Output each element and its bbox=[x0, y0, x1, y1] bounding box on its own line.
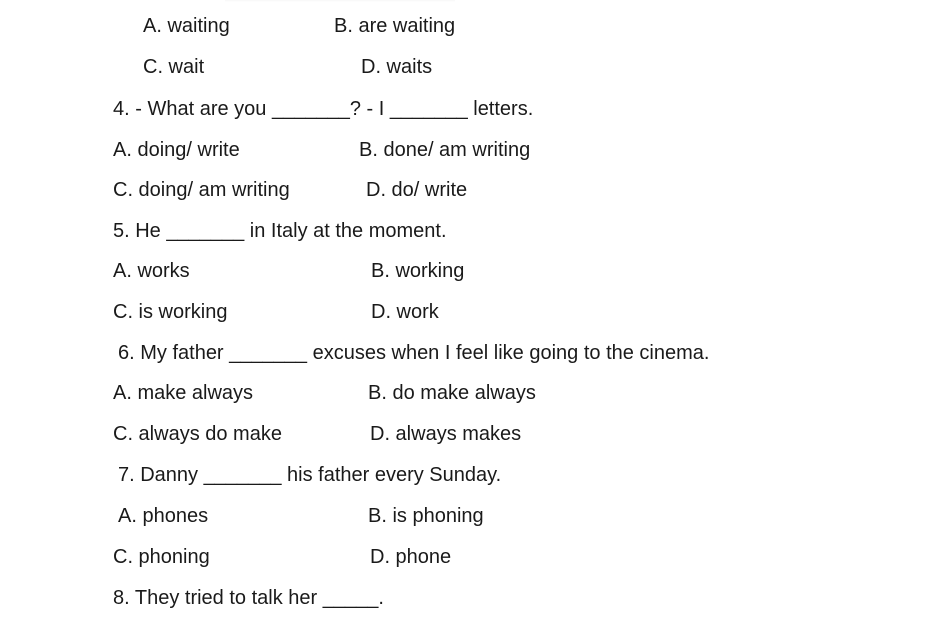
q7-option-a: A. phones bbox=[118, 505, 209, 527]
q6-option-a: A. make always bbox=[113, 382, 254, 404]
cut-off-text-fragment bbox=[225, 0, 455, 2]
q4-stem: 4. - What are you _______? - I _______ letters. bbox=[113, 98, 534, 120]
q4-option-c: C. doing/ am writing bbox=[113, 179, 290, 201]
q5-stem: 5. He _______ in Italy at the moment. bbox=[113, 220, 447, 242]
q7-option-b: B. is phoning bbox=[368, 505, 484, 527]
q7-stem: 7. Danny _______ his father every Sunday. bbox=[118, 464, 502, 486]
q5-option-a: A. works bbox=[113, 260, 190, 282]
q6-option-c: C. always do make bbox=[113, 423, 282, 445]
q3-option-b: B. are waiting bbox=[334, 15, 456, 37]
q7-option-c: C. phoning bbox=[113, 546, 210, 568]
q5-option-b: B. working bbox=[371, 260, 465, 282]
q6-stem: 6. My father _______ excuses when I feel like going to the cinema. bbox=[118, 342, 710, 364]
q3-option-a: A. waiting bbox=[143, 15, 230, 37]
q8-stem: 8. They tried to talk her _____. bbox=[113, 587, 384, 609]
q4-option-b: B. done/ am writing bbox=[359, 139, 531, 161]
q3-option-c: C. wait bbox=[143, 56, 205, 78]
q5-option-c: C. is working bbox=[113, 301, 228, 323]
q6-option-b: B. do make always bbox=[368, 382, 536, 404]
q4-option-a: A. doing/ write bbox=[113, 139, 240, 161]
q6-option-d: D. always makes bbox=[370, 423, 522, 445]
q3-option-d: D. waits bbox=[361, 56, 433, 78]
q4-option-d: D. do/ write bbox=[366, 179, 468, 201]
q7-option-d: D. phone bbox=[370, 546, 452, 568]
q5-option-d: D. work bbox=[371, 301, 439, 323]
